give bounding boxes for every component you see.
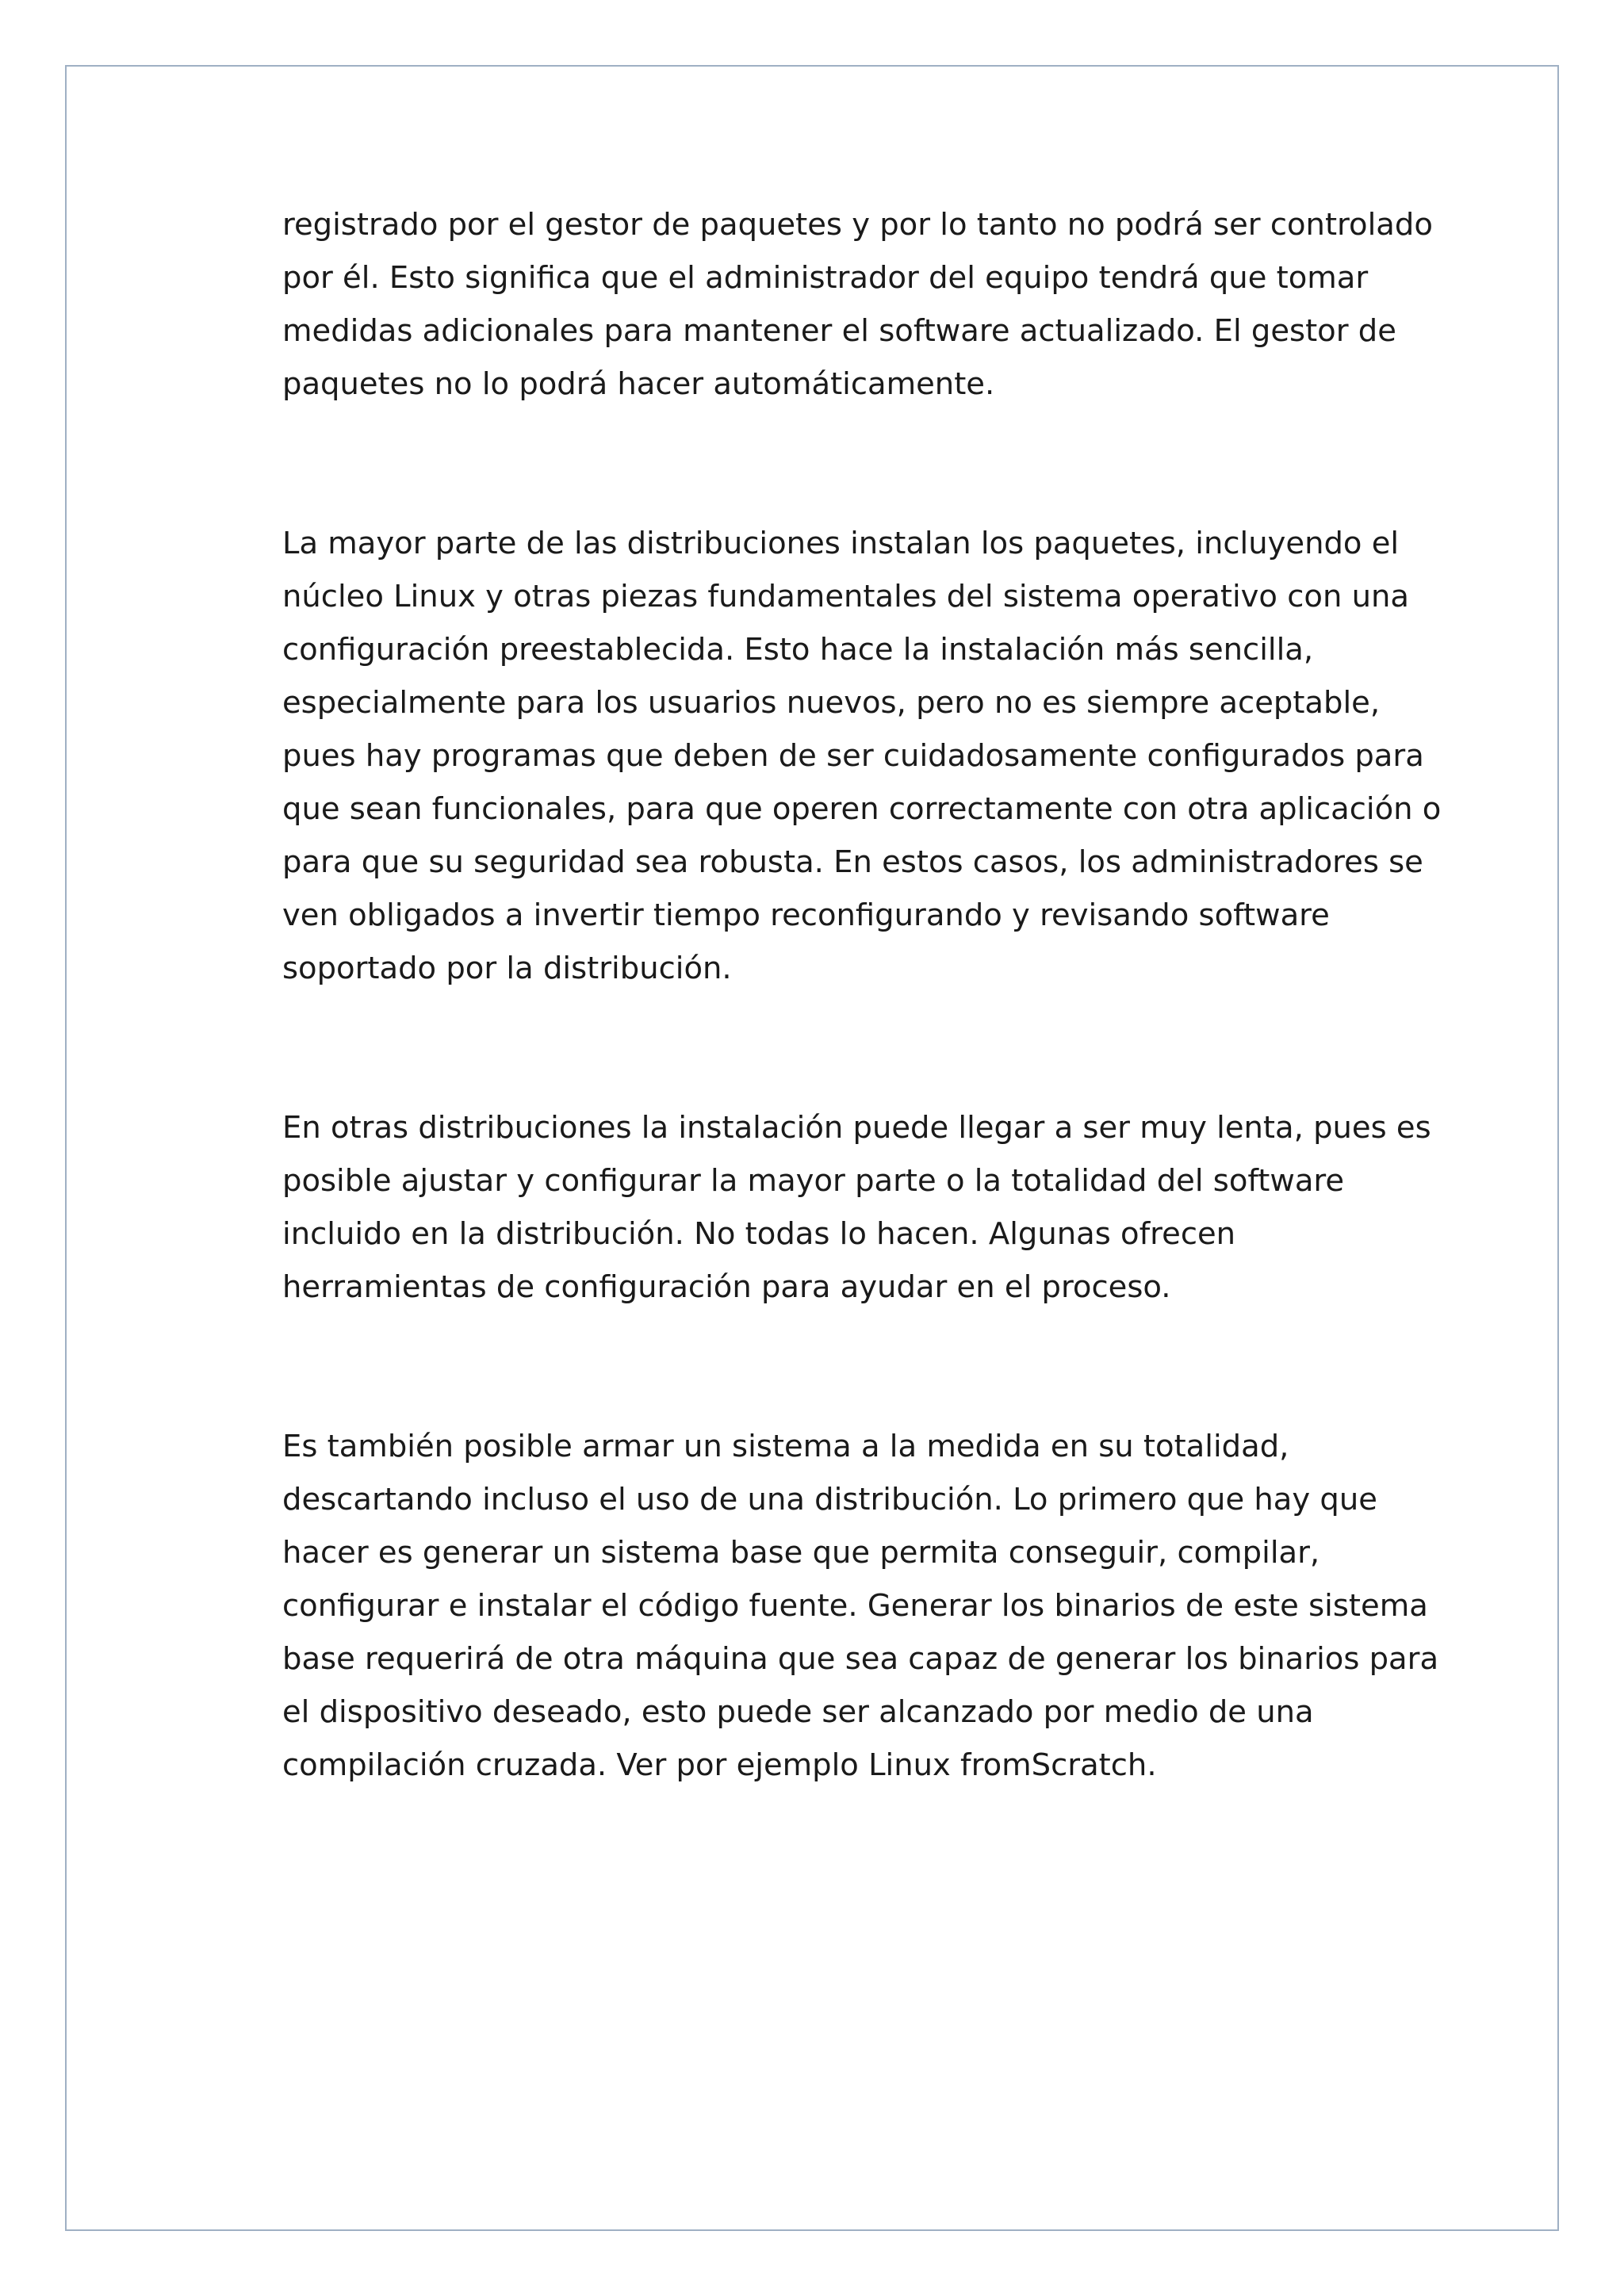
text-line: núcleo Linux y otras piezas fundamentales del sistema operativo con una — [282, 579, 1409, 614]
text-line: En otras distribuciones la instalación puede llegar a ser muy lenta, pues es — [282, 1110, 1431, 1146]
text-line: soportado por la distribución. — [282, 951, 732, 986]
text-line: medidas adicionales para mantener el software actualizado. El gestor de — [282, 313, 1396, 349]
paragraph-3 — [282, 1101, 1431, 1314]
text-line: incluido en la distribución. No todas lo hacen. Algunas ofrecen — [282, 1216, 1236, 1252]
text-line: que sean funcionales, para que operen correctamente con otra aplicación o — [282, 791, 1442, 827]
paragraph-4 — [282, 1420, 1439, 1792]
text-line: configurar e instalar el código fuente. Generar los binarios de este sistema — [282, 1588, 1428, 1624]
text-line: Es también posible armar un sistema a la medida en su totalidad, — [282, 1429, 1289, 1464]
text-line: posible ajustar y configurar la mayor parte o la totalidad del software — [282, 1163, 1345, 1199]
text-line: compilación cruzada. Ver por ejemplo Linux fromScratch. — [282, 1747, 1157, 1783]
text-line: especialmente para los usuarios nuevos, pero no es siempre aceptable, — [282, 685, 1381, 721]
text-line: pues hay programas que deben de ser cuidadosamente configurados para — [282, 738, 1424, 774]
document-body — [282, 198, 1442, 1792]
text-line: configuración preestablecida. Esto hace la instalación más sencilla, — [282, 632, 1314, 668]
text-line: ven obligados a invertir tiempo reconfigurando y revisando software — [282, 897, 1330, 933]
paragraph-1 — [282, 198, 1433, 411]
text-line: el dispositivo deseado, esto puede ser alcanzado por medio de una — [282, 1694, 1314, 1730]
text-line: hacer es generar un sistema base que permita conseguir, compilar, — [282, 1535, 1320, 1571]
text-line: descartando incluso el uso de una distribución. Lo primero que hay que — [282, 1482, 1377, 1517]
text-line: para que su seguridad sea robusta. En estos casos, los administradores se — [282, 844, 1423, 880]
text-line: base requerirá de otra máquina que sea capaz de generar los binarios para — [282, 1641, 1439, 1677]
text-line: La mayor parte de las distribuciones instalan los paquetes, incluyendo el — [282, 526, 1400, 561]
text-line: paquetes no lo podrá hacer automáticamente. — [282, 366, 995, 402]
text-line: herramientas de configuración para ayudar en el proceso. — [282, 1269, 1171, 1305]
text-line: registrado por el gestor de paquetes y por lo tanto no podrá ser controlado — [282, 207, 1433, 243]
paragraph-2 — [282, 517, 1442, 995]
text-line: por él. Esto significa que el administrador del equipo tendrá que tomar — [282, 260, 1369, 296]
